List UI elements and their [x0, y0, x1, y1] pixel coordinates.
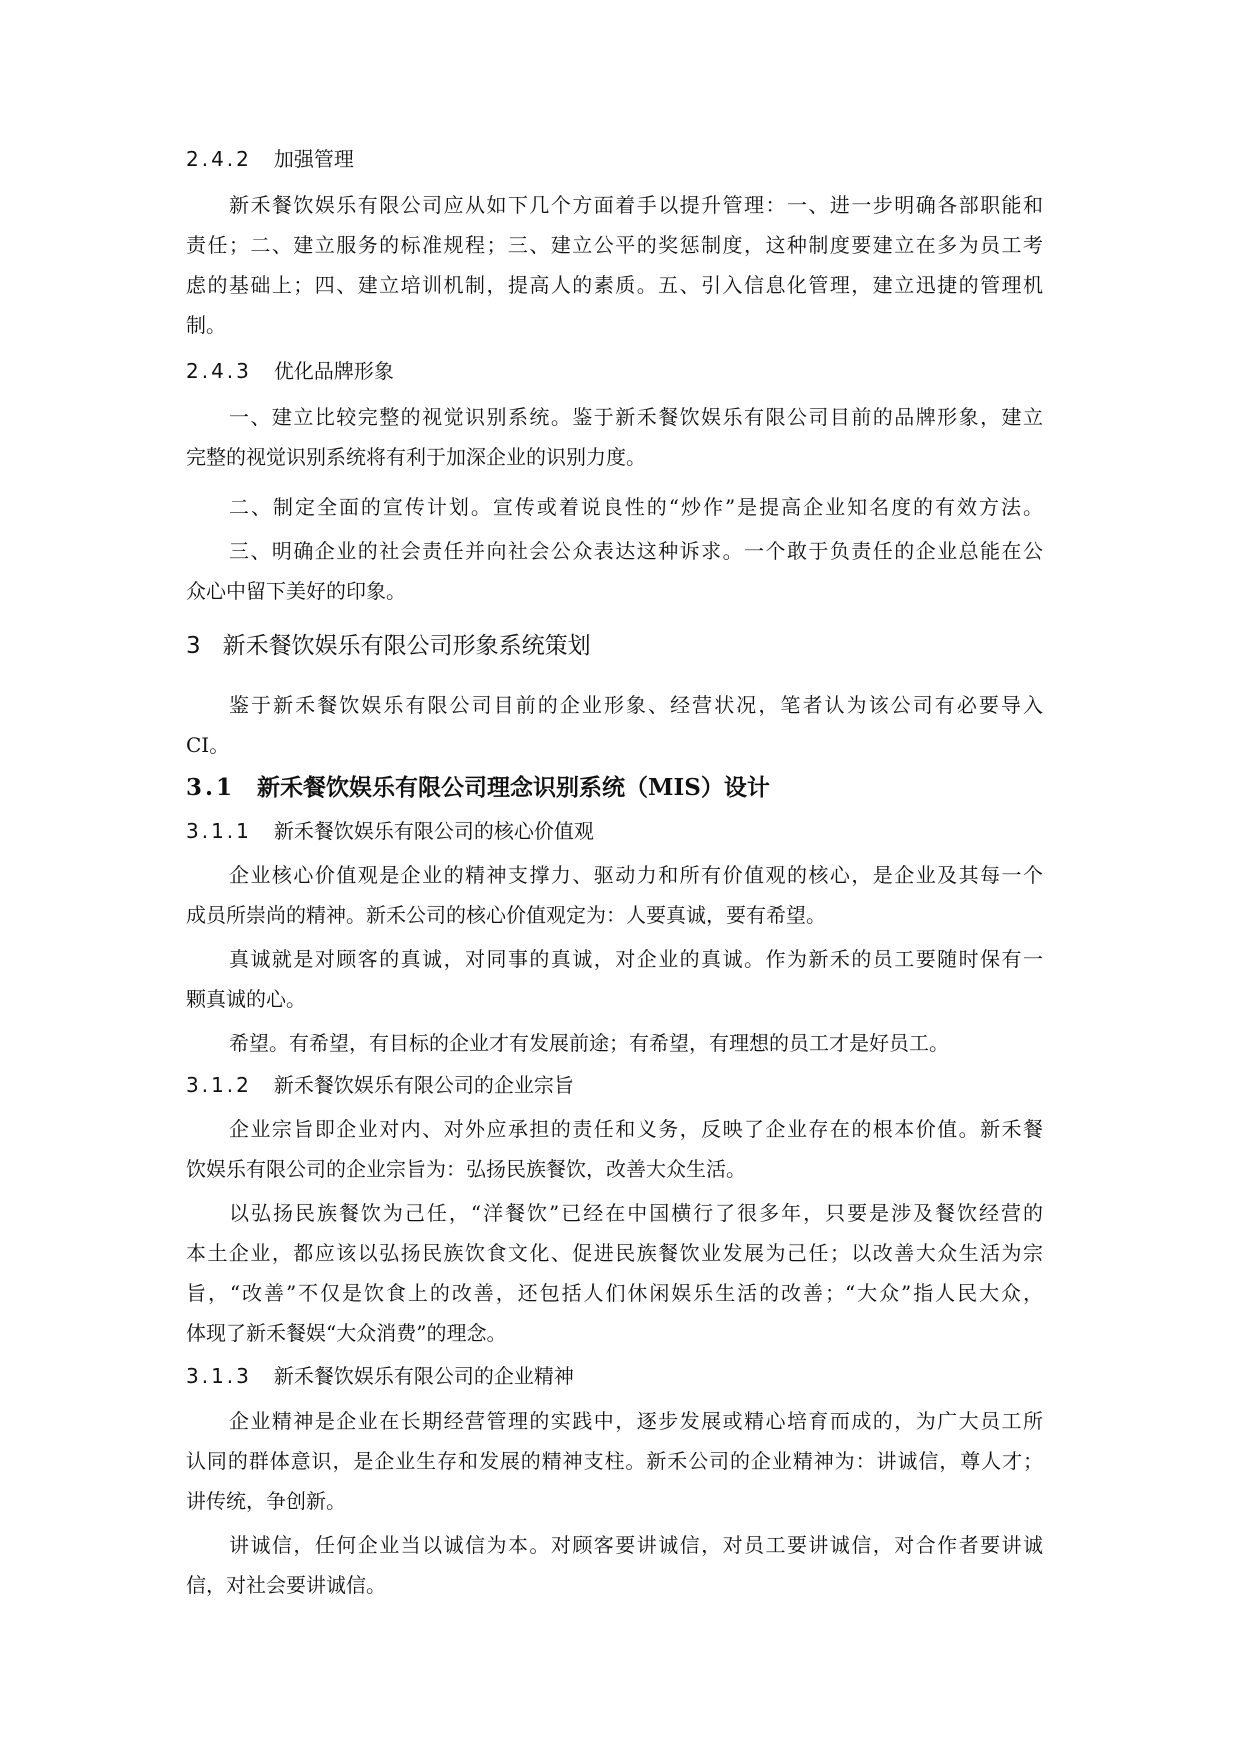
section-heading-2-4-2 [186, 146, 354, 172]
section-heading-2-4-3 [186, 358, 394, 384]
section-number: 2.4.2 [186, 147, 252, 171]
paragraph-line: 鉴于新禾餐饮娱乐有限公司目前的企业形象、经营状况，笔者认为该公司有必要导入 [229, 693, 1043, 717]
section-title: 新禾餐饮娱乐有限公司的企业精神 [273, 1364, 574, 1388]
paragraph-line: 三、明确企业的社会责任并向社会公众表达这种诉求。一个敢于负责任的企业总能在公 [229, 539, 1043, 563]
paragraph-line: 企业宗旨即企业对内、对外应承担的责任和义务，反映了企业存在的根本价值。新禾餐 [229, 1117, 1043, 1141]
paragraph-line: 讲诚信，任何企业当以诚信为本。对顾客要讲诚信，对员工要讲诚信，对合作者要讲诚 [229, 1533, 1043, 1557]
section-number: 3.1.1 [186, 819, 252, 843]
section-title: 新禾餐饮娱乐有限公司理念识别系统（MIS）设计 [257, 774, 770, 801]
paragraph-line: 责任；二、建立服务的标准规程；三、建立公平的奖惩制度，这种制度要建立在多为员工考 [186, 233, 1043, 257]
chapter-number: 3 [186, 633, 201, 659]
section-title: 新禾餐饮娱乐有限公司的核心价值观 [273, 819, 594, 843]
section-title: 加强管理 [273, 147, 354, 171]
paragraph-line: 体现了新禾餐娱“大众消费”的理念。 [186, 1321, 507, 1345]
paragraph-line: 颗真诚的心。 [186, 987, 306, 1011]
section-number: 2.4.3 [186, 359, 252, 383]
paragraph-line: 众心中留下美好的印象。 [186, 579, 406, 603]
paragraph-line: 讲传统，争创新。 [186, 1489, 346, 1513]
paragraph-line: 认同的群体意识，是企业生存和发展的精神支柱。新禾公司的企业精神为：讲诚信，尊人才； [186, 1449, 1043, 1473]
chapter-title: 新禾餐饮娱乐有限公司形象系统策划 [222, 633, 591, 659]
section-number: 3.1.2 [186, 1073, 252, 1097]
section-heading-3-1-2 [186, 1072, 574, 1098]
paragraph-line: 完整的视觉识别系统将有利于加深企业的识别力度。 [186, 445, 646, 469]
section-number: 3.1.3 [186, 1364, 252, 1388]
section-title: 优化品牌形象 [273, 359, 394, 383]
section-heading-3-1 [186, 775, 770, 801]
paragraph-line: 企业核心价值观是企业的精神支撑力、驱动力和所有价值观的核心，是企业及其每一个 [229, 863, 1043, 887]
paragraph-line: 二、制定全面的宣传计划。宣传或着说良性的“炒作”是提高企业知名度的有效方法。 [229, 495, 1043, 519]
section-heading-3-1-3 [186, 1363, 574, 1389]
paragraph-line: 饮娱乐有限公司的企业宗旨为：弘扬民族餐饮，改善大众生活。 [186, 1157, 746, 1181]
paragraph-line: 真诚就是对顾客的真诚，对同事的真诚，对企业的真诚。作为新禾的员工要随时保有一 [229, 947, 1043, 971]
paragraph-line: 成员所崇尚的精神。新禾公司的核心价值观定为：人要真诚，要有希望。 [186, 903, 826, 927]
section-heading-3-1-1 [186, 818, 594, 844]
paragraph-line: 以弘扬民族餐饮为己任，“洋餐饮”已经在中国横行了很多年，只要是涉及餐饮经营的 [229, 1201, 1043, 1225]
section-number: 3.1 [186, 774, 236, 801]
paragraph-line: 企业精神是企业在长期经营管理的实践中，逐步发展或精心培育而成的，为广大员工所 [229, 1409, 1043, 1433]
paragraph-line: 新禾餐饮娱乐有限公司应从如下几个方面着手以提升管理：一、进一步明确各部职能和 [229, 193, 1043, 217]
paragraph-line: 虑的基础上；四、建立培训机制，提高人的素质。五、引入信息化管理，建立迅捷的管理机 [186, 273, 1043, 297]
paragraph-line: CI。 [186, 733, 230, 757]
paragraph-line: 信，对社会要讲诚信。 [186, 1573, 386, 1597]
paragraph-line: 希望。有希望，有目标的企业才有发展前途；有希望，有理想的员工才是好员工。 [229, 1031, 949, 1055]
paragraph-line: 本土企业，都应该以弘扬民族饮食文化、促进民族餐饮业发展为己任；以改善大众生活为宗 [186, 1241, 1043, 1265]
paragraph-line: 制。 [186, 313, 226, 337]
paragraph-line: 旨，“改善”不仅是饮食上的改善，还包括人们休闲娱乐生活的改善；“大众”指人民大众， [186, 1281, 1043, 1305]
section-title: 新禾餐饮娱乐有限公司的企业宗旨 [273, 1073, 574, 1097]
chapter-heading-3 [186, 633, 591, 659]
paragraph-line: 一、建立比较完整的视觉识别系统。鉴于新禾餐饮娱乐有限公司目前的品牌形象，建立 [229, 405, 1043, 429]
